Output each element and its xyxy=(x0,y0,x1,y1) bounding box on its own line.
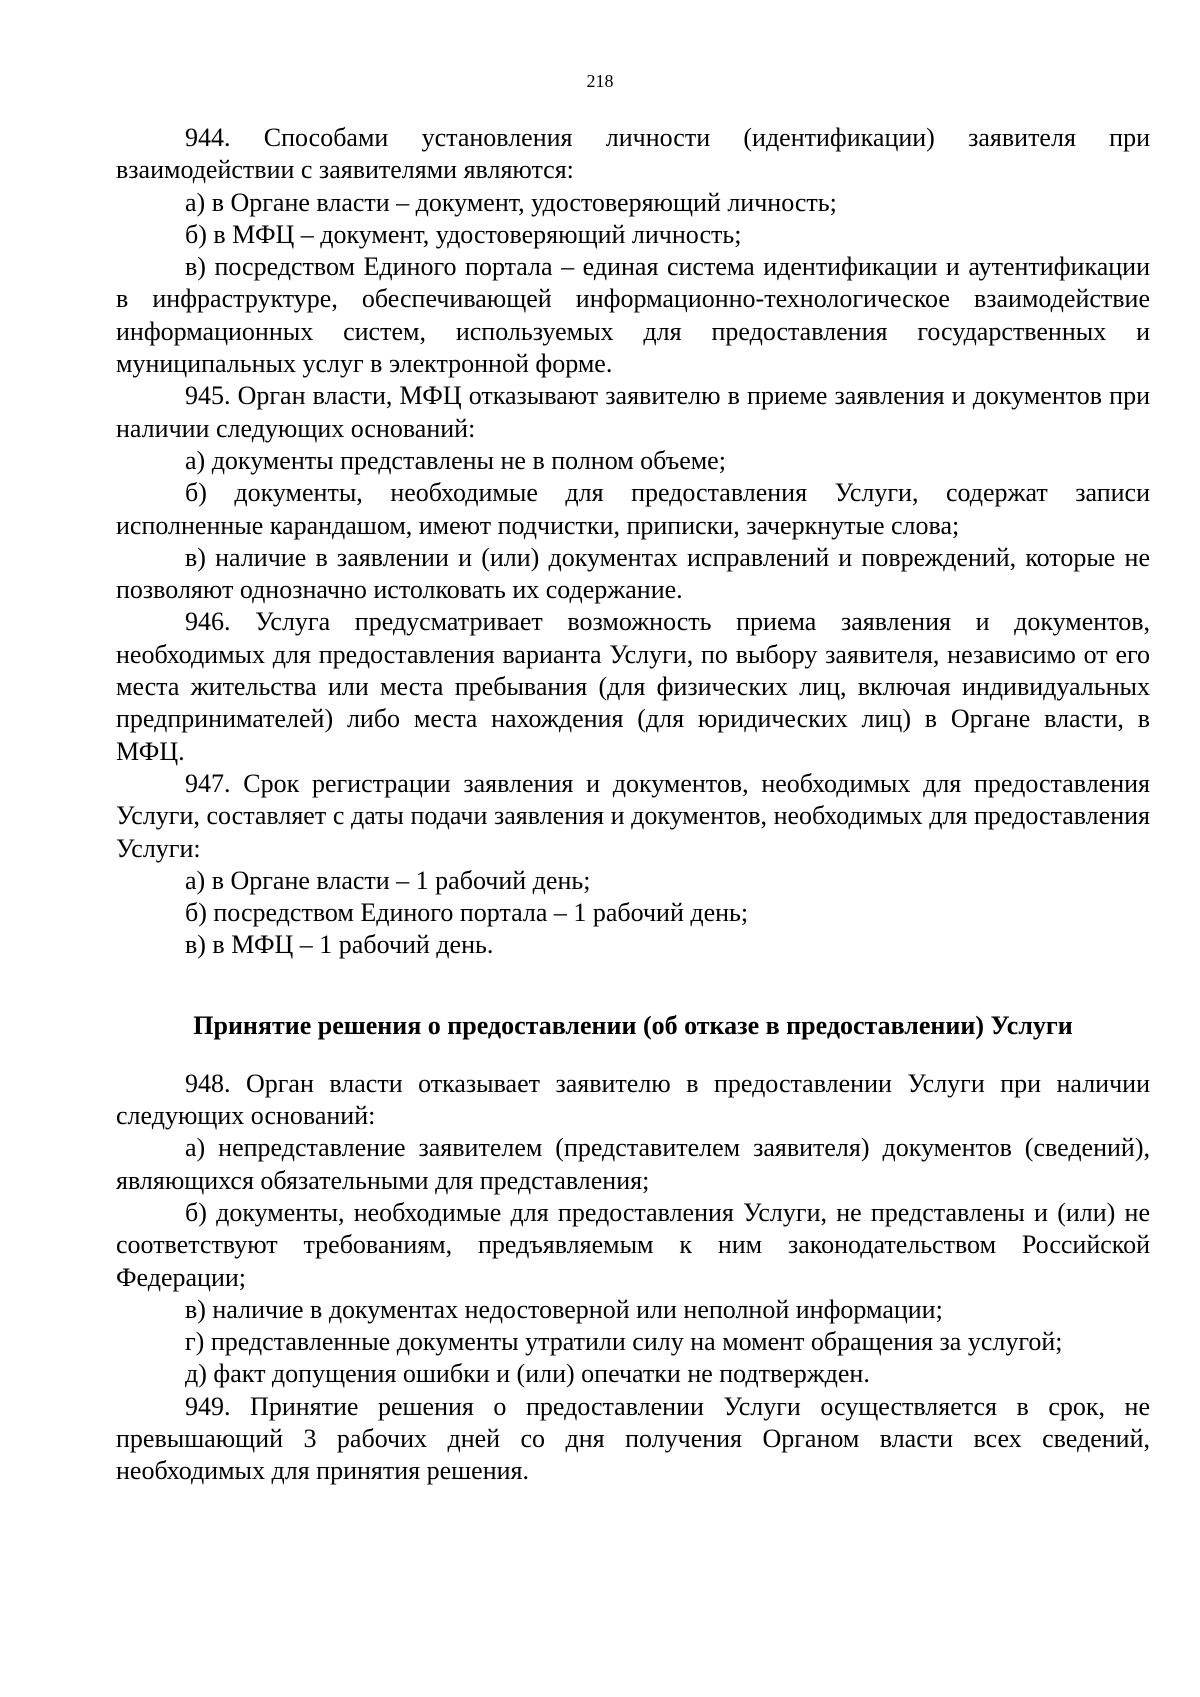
list-item-944-v: в) посредством Единого портала – единая система идентификации и аутентификации в инфраструктуре, обеспечивающей информационно-технологическое взаимодействие информационных систем, используемых для предоставления государственных и муниципальных услуг в электронной форме. xyxy=(116,252,1150,379)
list-item-948-v: в) наличие в документах недостоверной или неполной информации; xyxy=(185,1294,943,1324)
paragraph-947: 947. Срок регистрации заявления и документов, необходимых для предоставления Услуги, составляет с даты подачи заявления и документов, необходимых для предоставления Услуги: xyxy=(116,768,1150,863)
section-heading: Принятие решения о предоставлении (об отказе в предоставлении) Услуги xyxy=(193,1010,1073,1040)
paragraph-945: 945. Орган власти, МФЦ отказывают заявителю в приеме заявления и документов при наличии следующих оснований: xyxy=(116,381,1150,443)
page-number: 218 xyxy=(586,71,614,91)
list-item-947-b: б) посредством Единого портала – 1 рабочий день; xyxy=(185,898,749,928)
list-item-945-a: а) документы представлены не в полном объеме; xyxy=(185,445,726,475)
list-item-948-a: а) непредставление заявителем (представителем заявителя) документов (сведений), являющихся обязательными для представления; xyxy=(116,1133,1150,1195)
document-body xyxy=(116,122,1150,1488)
paragraph-948: 948. Орган власти отказывает заявителю в предоставлении Услуги при наличии следующих оснований: xyxy=(116,1068,1150,1131)
paragraph-944: 944. Способами установления личности (идентификации) заявителя при взаимодействии с заявителями являются: xyxy=(116,123,1150,185)
list-item-948-g: г) представленные документы утратили силу на момент обращения за услугой; xyxy=(185,1327,1063,1357)
list-item-945-b: б) документы, необходимые для предоставления Услуги, содержат записи исполненные карандашом, имеют подчистки, приписки, зачеркнутые слова; xyxy=(116,478,1150,540)
list-item-944-b: б) в МФЦ – документ, удостоверяющий личность; xyxy=(185,219,742,249)
paragraph-946: 946. Услуга предусматривает возможность приема заявления и документов, необходимых для предоставления варианта Услуги, по выбору заявителя, независимо от его места жительства или места пребывания (для физических лиц, включая индивидуальных предпринимателей) либо места нахождения (для юридических лиц) в Органе власти, в МФЦ. xyxy=(116,607,1150,766)
list-item-948-d: д) факт допущения ошибки и (или) опечатки не подтвержден. xyxy=(185,1359,870,1389)
list-item-947-v: в) в МФЦ – 1 рабочий день. xyxy=(185,930,494,960)
paragraph-949: 949. Принятие решения о предоставлении Услуги осуществляется в срок, не превышающий 3 рабочих дней со дня получения Органом власти всех сведений, необходимых для принятия решения. xyxy=(116,1391,1150,1486)
list-item-947-a: а) в Органе власти – 1 рабочий день; xyxy=(185,865,591,895)
list-item-945-v: в) наличие в заявлении и (или) документах исправлений и повреждений, которые не позволяют однозначно истолковать их содержание. xyxy=(116,542,1150,605)
list-item-948-b: б) документы, необходимые для предоставления Услуги, не представлены и (или) не соответствуют требованиям, предъявляемым к ним законодательством Российской Федерации; xyxy=(116,1197,1150,1292)
list-item-944-a: а) в Органе власти – документ, удостоверяющий личность; xyxy=(185,187,837,217)
